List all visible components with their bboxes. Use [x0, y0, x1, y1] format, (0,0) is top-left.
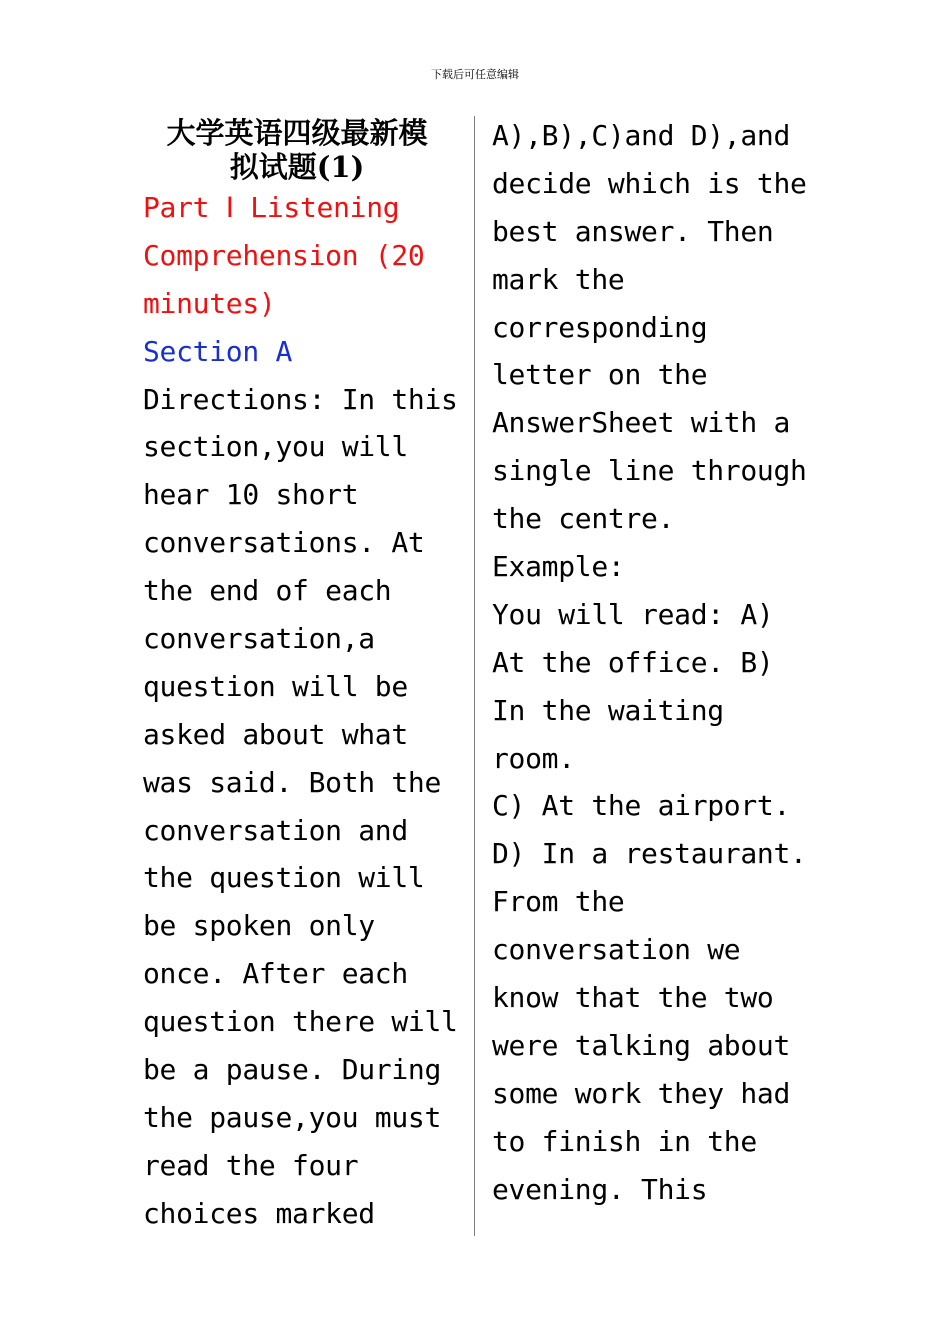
- body-text-line: best answer. Then: [492, 214, 774, 248]
- title-line-2: 拟试题(1): [229, 150, 365, 184]
- body-text-line: At the office. B): [492, 645, 774, 679]
- column-divider: [474, 116, 475, 1236]
- body-text-line: conversation we: [492, 933, 741, 967]
- body-text-line: be a pause. During: [143, 1053, 442, 1087]
- body-text-line: the centre.: [492, 502, 675, 536]
- body-text-line: Directions: In this: [143, 382, 458, 416]
- right-body-text: [492, 112, 832, 1213]
- left-column: [143, 112, 463, 1238]
- body-text-line: choices marked: [143, 1196, 375, 1230]
- body-text-line: the pause,you must: [143, 1100, 442, 1134]
- body-text-line: know that the two: [492, 981, 774, 1015]
- body-text-line: A),B),C)and D),and: [492, 119, 791, 152]
- body-text-line: be spoken only: [143, 909, 375, 943]
- body-text-line: section,you will: [143, 430, 408, 464]
- right-column: [492, 112, 832, 1213]
- body-text-line: conversations. At: [143, 526, 425, 560]
- body-text-line: mark the: [492, 262, 625, 296]
- body-text-line: was said. Both the: [143, 765, 442, 799]
- body-text-line: C) At the airport.: [492, 789, 791, 823]
- body-text-line: From the: [492, 885, 625, 919]
- body-text-line: hear 10 short: [143, 478, 359, 512]
- body-text-line: single line through: [492, 454, 807, 488]
- body-text-line: question will be: [143, 669, 408, 703]
- body-text-line: corresponding: [492, 310, 708, 344]
- body-text-line: AnswerSheet with a: [492, 406, 791, 440]
- body-text-line: conversation,a: [143, 622, 375, 656]
- body-text-line: read the four: [143, 1148, 359, 1182]
- title-line-1: 大学英语四级最新模: [166, 116, 428, 150]
- body-text-line: In the waiting: [492, 693, 724, 727]
- body-text-line: the end of each: [143, 574, 392, 608]
- body-text-line: D) In a restaurant.: [492, 837, 807, 871]
- body-text-line: decide which is the: [492, 166, 807, 200]
- section-heading: Section A: [143, 334, 293, 368]
- part-heading-line: Comprehension (20: [143, 238, 425, 272]
- body-text-line: were talking about: [492, 1028, 791, 1062]
- body-text-line: Example:: [492, 550, 625, 584]
- body-text-line: asked about what: [143, 717, 408, 751]
- body-text-line: some work they had: [492, 1076, 791, 1110]
- body-text-line: to finish in the: [492, 1124, 757, 1158]
- body-text-line: once. After each: [143, 957, 408, 991]
- left-body-text: [143, 376, 463, 1238]
- page-title: [137, 116, 457, 184]
- body-text-line: evening. This: [492, 1172, 708, 1206]
- header-note: 下载后可任意编辑: [431, 68, 519, 81]
- body-text-line: letter on the: [492, 358, 708, 392]
- body-text-line: conversation and: [143, 813, 408, 847]
- body-text-line: You will read: A): [492, 597, 774, 631]
- body-text-line: question there will: [143, 1005, 458, 1039]
- body-text-line: room.: [492, 741, 575, 775]
- body-text-line: the question will: [143, 861, 425, 895]
- part-heading-line: minutes): [143, 286, 276, 320]
- part-heading-line: Part Ⅰ Listening: [143, 191, 400, 224]
